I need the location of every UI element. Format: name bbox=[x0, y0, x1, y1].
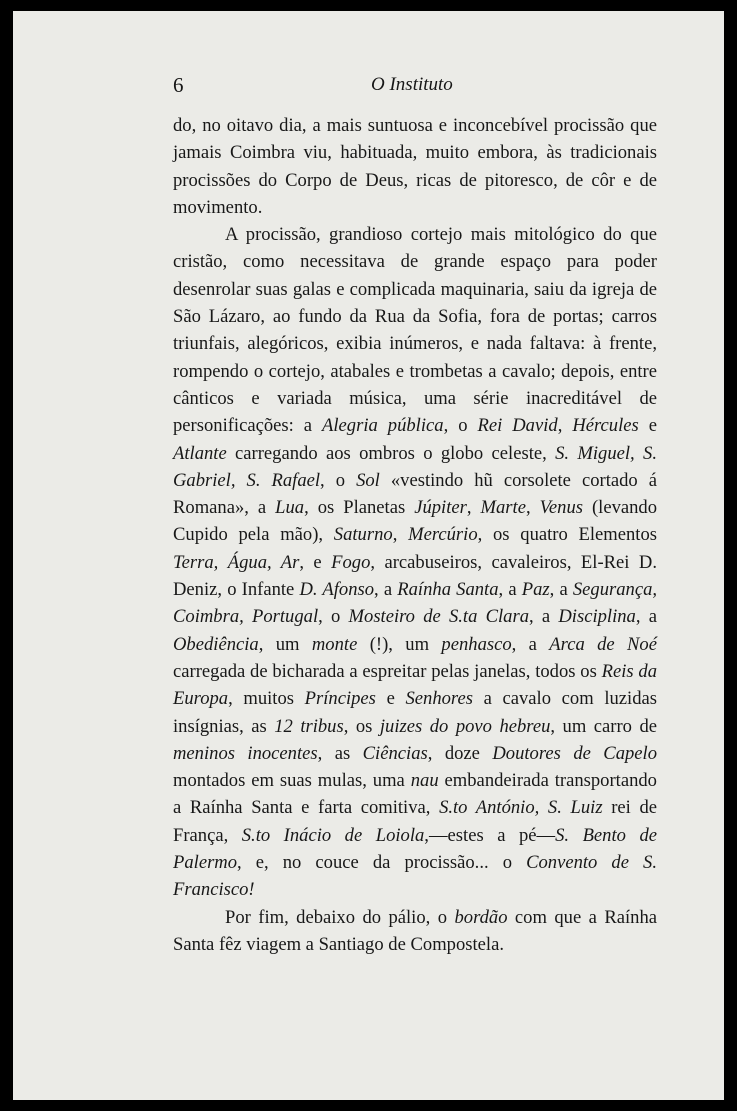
paragraph-2 bbox=[173, 221, 657, 903]
text-run: a cavalo com luzidas insígnias, as bbox=[173, 688, 657, 737]
paragraph-3 bbox=[173, 904, 657, 959]
italic-run: Atlante bbox=[173, 442, 227, 464]
text-run: , os bbox=[343, 715, 380, 737]
text-run: embandeirada transportando a Raínha Santa e farta comitiva, bbox=[173, 770, 657, 819]
paragraph-1: do, no oitavo dia, a mais suntuosa e inconcebível procissão que jamais Coimbra viu, habituada, muito embora, às tradicionais procissões do Corpo de Deus, ricas de pitoresco, de côr e de movimento. bbox=[173, 115, 657, 218]
text-run: , a bbox=[549, 579, 573, 601]
italic-run: S. Miguel, S. Gabriel, S. Rafael bbox=[173, 442, 657, 491]
italic-run: 12 tribus bbox=[274, 715, 344, 737]
italic-run: Saturno bbox=[333, 524, 393, 546]
italic-run: Terra, Água, Ar bbox=[173, 551, 300, 573]
text-run: e bbox=[375, 688, 406, 710]
italic-run: Disciplina bbox=[558, 606, 636, 628]
text-run: rei de França, bbox=[173, 797, 657, 846]
text-run: montados em suas mulas, uma bbox=[173, 770, 411, 792]
italic-run: Fogo bbox=[331, 551, 371, 573]
italic-run: Hércules bbox=[572, 415, 639, 437]
text-run: , as bbox=[317, 742, 363, 764]
italic-run: Doutores de Capelo bbox=[492, 742, 658, 764]
italic-run: Marte bbox=[480, 497, 526, 519]
text-run: , bbox=[392, 524, 409, 546]
text-run: , o bbox=[318, 606, 349, 628]
italic-run: juizes do povo hebreu bbox=[379, 715, 551, 737]
text-run: , bbox=[525, 497, 540, 519]
text-run: , e, no couce da procissão... o bbox=[237, 852, 527, 874]
italic-run: Venus bbox=[539, 497, 583, 519]
text-run: , a bbox=[635, 606, 657, 628]
italic-run: D. Afonso bbox=[299, 579, 375, 601]
italic-run: Sol bbox=[356, 469, 380, 491]
text-run: , arcabuseiros, cavaleiros, El-Rei D. Deniz, o Infante bbox=[173, 551, 657, 601]
text-run: (levando Cupido pela mão), bbox=[173, 497, 658, 546]
text-run: Por fim, debaixo do pálio, o bbox=[225, 906, 455, 928]
italic-run: Mercúrio bbox=[408, 524, 478, 546]
italic-run: bordão bbox=[454, 906, 508, 928]
text-run: , a bbox=[498, 579, 522, 601]
italic-run: monte bbox=[311, 633, 358, 655]
italic-run: Rei David bbox=[477, 415, 558, 437]
text-run: , bbox=[466, 497, 481, 519]
italic-run: Alegria pública bbox=[322, 415, 444, 437]
text-run: e bbox=[638, 415, 658, 437]
italic-run: meninos inocentes bbox=[173, 742, 318, 764]
italic-run: Raínha Santa bbox=[397, 579, 499, 601]
text-run: carregando aos ombros o globo celeste, bbox=[226, 442, 556, 464]
book-page bbox=[13, 11, 724, 1100]
italic-run: Convento de S. Francisco! bbox=[173, 852, 657, 901]
italic-run: S.to Inácio de Loiola bbox=[241, 824, 425, 846]
text-run: , a bbox=[374, 579, 398, 601]
text-run: , um bbox=[258, 633, 312, 655]
text-run: , e bbox=[299, 551, 332, 573]
running-title: O Instituto bbox=[371, 74, 453, 95]
italic-run: nau bbox=[410, 770, 439, 792]
body-text bbox=[173, 112, 657, 958]
italic-run: penhasco bbox=[441, 633, 512, 655]
text-run: carregada de bicharada a espreitar pelas janelas, todos os bbox=[173, 660, 602, 682]
text-run: , o bbox=[320, 469, 357, 491]
italic-run: Segurança, Coimbra, Portugal bbox=[173, 579, 658, 628]
text-run: «vestindo hũ corsolete cortado á Romana», a bbox=[173, 469, 657, 519]
italic-run: Príncipes bbox=[304, 688, 376, 710]
italic-run: Mosteiro de S.ta Clara bbox=[348, 606, 530, 628]
text-run: A procissão, grandioso cortejo mais mitológico do que cristão, como necessitava de grande espaço para poder desenrolar suas galas e complicada maquinaria, saiu da igreja de São Lázaro, ao fundo da Rua da Sofia, fora de portas; carros triunfais, alegóricos, exibia inúmeros, e nada faltava: à frente, rompendo o cortejo, atabales e trombetas a cavalo; depois, entre cânticos e variada música, uma série inacreditável de personificações: a bbox=[173, 224, 657, 437]
italic-run: S. Bento de Palermo bbox=[173, 824, 657, 874]
italic-run: S.to António, S. Luiz bbox=[439, 797, 603, 819]
italic-run: Lua bbox=[275, 497, 305, 519]
italic-run: Paz bbox=[521, 579, 550, 601]
text-run: , os Planetas bbox=[304, 497, 415, 519]
text-run: , muitos bbox=[228, 688, 305, 710]
text-run: (!), um bbox=[357, 633, 442, 655]
italic-run: Reis da Europa bbox=[173, 660, 657, 710]
italic-run: Arca de Noé bbox=[549, 633, 657, 655]
italic-run: Obediência bbox=[173, 633, 259, 655]
text-run: , a bbox=[511, 633, 550, 655]
text-run: , os quatro Elementos bbox=[477, 524, 658, 546]
page-number: 6 bbox=[173, 73, 184, 97]
italic-run: Senhores bbox=[405, 688, 473, 710]
text-run: , a bbox=[529, 606, 559, 628]
text-run: , um carro de bbox=[550, 715, 657, 737]
page-header bbox=[173, 73, 657, 113]
italic-run: Júpiter bbox=[414, 497, 467, 519]
text-run: ,—estes a pé— bbox=[424, 824, 556, 846]
italic-run: Ciências bbox=[362, 742, 428, 764]
text-run: , o bbox=[443, 415, 478, 437]
text-run: , bbox=[557, 415, 573, 437]
text-run: com que a Raínha Santa fêz viagem a Santiago de Compostela. bbox=[173, 906, 657, 955]
text-run: , doze bbox=[427, 742, 493, 764]
